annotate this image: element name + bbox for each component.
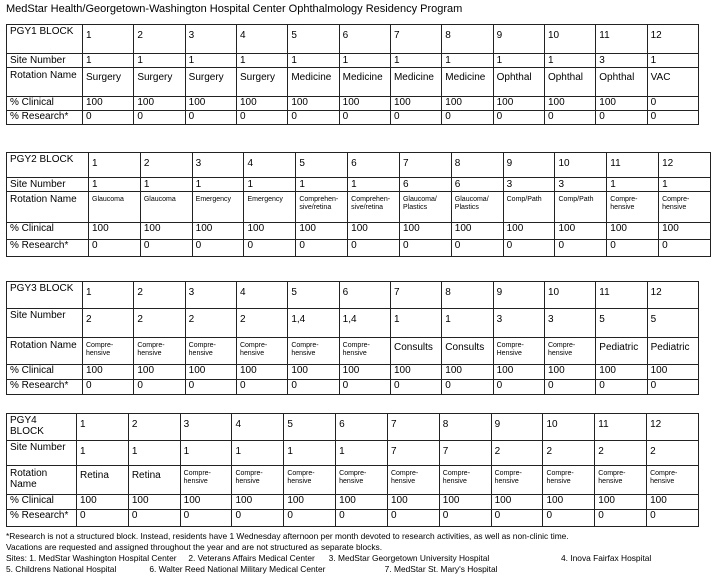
- row-label: PGY4 BLOCK: [7, 414, 77, 441]
- cell-site: 1: [348, 178, 400, 192]
- cell-site: 1: [77, 441, 129, 466]
- cell-rotation: Compre-hensive: [284, 466, 336, 495]
- cell-research: 0: [607, 240, 659, 257]
- cell-blocks: 4: [232, 414, 284, 441]
- cell-rotation: Glaucoma/ Plastics: [451, 192, 503, 223]
- cell-site: 2: [236, 309, 287, 338]
- cell-blocks: 7: [390, 282, 441, 309]
- row-label: Rotation Name: [7, 466, 77, 495]
- cell-rotation: Retina: [128, 466, 180, 495]
- cell-research: 0: [288, 380, 339, 395]
- cell-rotation: Medicine: [339, 68, 390, 97]
- cell-research: 0: [185, 380, 236, 395]
- cell-site: 1: [442, 54, 493, 68]
- cell-research: 0: [232, 510, 284, 527]
- cell-rotation: Medicine: [390, 68, 441, 97]
- vacation-note: Vacations are requested and assigned throughout the year and are not structured as separate blocks.: [6, 542, 383, 552]
- cell-rotation: Compre-hensive: [544, 338, 595, 365]
- cell-site: 2: [134, 309, 185, 338]
- cell-clinical: 100: [442, 365, 493, 380]
- row-clinical: [7, 495, 699, 510]
- cell-research: 0: [503, 240, 555, 257]
- research-note: *Research is not a structured block. Instead, residents have 1 Wednesday afternoon per month devoted to research activities, as well as non-clinic time.: [6, 531, 569, 541]
- cell-clinical: 100: [607, 223, 659, 240]
- sites-line-1: [6, 553, 651, 564]
- cell-site: 1: [232, 441, 284, 466]
- cell-rotation: Comp/Path: [503, 192, 555, 223]
- row-clinical: [7, 97, 699, 111]
- cell-site: 1: [493, 54, 544, 68]
- cell-research: 0: [244, 240, 296, 257]
- cell-clinical: 100: [348, 223, 400, 240]
- row-label: PGY2 BLOCK: [7, 153, 89, 178]
- cell-blocks: 11: [607, 153, 659, 178]
- cell-research: 0: [451, 240, 503, 257]
- cell-clinical: 100: [288, 365, 339, 380]
- cell-clinical: 100: [244, 223, 296, 240]
- cell-rotation: Compre-hensive: [236, 338, 287, 365]
- cell-research: 0: [348, 240, 400, 257]
- cell-blocks: 12: [647, 414, 699, 441]
- cell-site: 1,4: [288, 309, 339, 338]
- cell-research: 0: [491, 510, 543, 527]
- cell-rotation: Compre-hensive: [232, 466, 284, 495]
- cell-rotation: Comprehen-sive/retina: [348, 192, 400, 223]
- cell-clinical: 100: [83, 97, 134, 111]
- row-site: [7, 178, 711, 192]
- cell-research: 0: [134, 111, 185, 125]
- cell-rotation: Emergency: [192, 192, 244, 223]
- cell-research: 0: [543, 510, 595, 527]
- cell-site: 1: [336, 441, 388, 466]
- cell-rotation: Compre-hensive: [659, 192, 711, 223]
- site-2: 2. Veterans Affairs Medical Center: [188, 553, 315, 563]
- cell-site: 1: [134, 54, 185, 68]
- cell-clinical: 100: [491, 495, 543, 510]
- cell-blocks: 8: [442, 25, 493, 54]
- row-rotation: [7, 338, 699, 365]
- cell-site: 1: [180, 441, 232, 466]
- cell-blocks: 3: [180, 414, 232, 441]
- cell-research: 0: [647, 111, 698, 125]
- cell-site: 1: [607, 178, 659, 192]
- cell-clinical: 100: [128, 495, 180, 510]
- row-site: [7, 441, 699, 466]
- cell-research: 0: [336, 510, 388, 527]
- cell-blocks: 1: [83, 25, 134, 54]
- cell-clinical: 100: [89, 223, 141, 240]
- cell-research: 0: [236, 111, 287, 125]
- cell-blocks: 6: [348, 153, 400, 178]
- cell-blocks: 7: [399, 153, 451, 178]
- cell-rotation: Compre-hensive: [185, 338, 236, 365]
- cell-clinical: 100: [284, 495, 336, 510]
- cell-rotation: Compre-hensive: [595, 466, 647, 495]
- cell-blocks: 8: [439, 414, 491, 441]
- cell-rotation: Pediatric: [596, 338, 647, 365]
- row-rotation: [7, 466, 699, 495]
- cell-research: 0: [180, 510, 232, 527]
- row-label: % Clinical: [7, 495, 77, 510]
- cell-clinical: 100: [390, 97, 441, 111]
- cell-blocks: 6: [339, 282, 390, 309]
- cell-rotation: Compre-hensive: [339, 338, 390, 365]
- cell-research: 0: [442, 380, 493, 395]
- cell-research: 0: [399, 240, 451, 257]
- row-label: Rotation Name: [7, 338, 83, 365]
- row-label: Site Number: [7, 178, 89, 192]
- row-blocks: [7, 414, 699, 441]
- pgy3-table: [6, 281, 699, 395]
- cell-blocks: 2: [140, 153, 192, 178]
- cell-site: 1: [192, 178, 244, 192]
- cell-clinical: 100: [296, 223, 348, 240]
- cell-research: 0: [387, 510, 439, 527]
- cell-rotation: Medicine: [442, 68, 493, 97]
- cell-blocks: 4: [236, 25, 287, 54]
- cell-research: 0: [659, 240, 711, 257]
- row-research: [7, 240, 711, 257]
- cell-blocks: 12: [659, 153, 711, 178]
- cell-research: 0: [192, 240, 244, 257]
- cell-blocks: 1: [89, 153, 141, 178]
- cell-rotation: Glaucoma: [89, 192, 141, 223]
- cell-rotation: Surgery: [236, 68, 287, 97]
- cell-research: 0: [544, 380, 595, 395]
- row-label: Site Number: [7, 54, 83, 68]
- cell-research: 0: [134, 380, 185, 395]
- cell-clinical: 100: [185, 97, 236, 111]
- cell-site: 3: [596, 54, 647, 68]
- cell-research: 0: [83, 380, 134, 395]
- cell-blocks: 5: [284, 414, 336, 441]
- row-label: % Research*: [7, 380, 83, 395]
- cell-rotation: Glaucoma: [140, 192, 192, 223]
- row-label: Rotation Name: [7, 68, 83, 97]
- site-4: 4. Inova Fairfax Hospital: [560, 553, 652, 563]
- cell-clinical: 100: [596, 97, 647, 111]
- cell-site: 1: [659, 178, 711, 192]
- cell-site: 2: [491, 441, 543, 466]
- cell-clinical: 100: [399, 223, 451, 240]
- cell-clinical: 100: [236, 97, 287, 111]
- row-label: % Research*: [7, 240, 89, 257]
- cell-site: 1: [296, 178, 348, 192]
- cell-clinical: 100: [493, 365, 544, 380]
- cell-blocks: 5: [288, 25, 339, 54]
- row-blocks: [7, 282, 699, 309]
- cell-blocks: 6: [339, 25, 390, 54]
- cell-rotation: Pediatric: [647, 338, 698, 365]
- cell-blocks: 1: [83, 282, 134, 309]
- cell-research: 0: [128, 510, 180, 527]
- cell-blocks: 4: [236, 282, 287, 309]
- cell-clinical: 100: [503, 223, 555, 240]
- cell-blocks: 2: [134, 282, 185, 309]
- cell-clinical: 100: [439, 495, 491, 510]
- pgy4-table: [6, 413, 699, 527]
- cell-site: 1: [339, 54, 390, 68]
- cell-rotation: Consults: [390, 338, 441, 365]
- pgy1-table: [6, 24, 699, 125]
- cell-clinical: 100: [180, 495, 232, 510]
- cell-research: 0: [596, 380, 647, 395]
- cell-site: 1: [647, 54, 698, 68]
- cell-clinical: 100: [647, 495, 699, 510]
- cell-rotation: VAC: [647, 68, 698, 97]
- page-title: MedStar Health/Georgetown-Washington Hospital Center Ophthalmology Residency Program: [6, 3, 463, 15]
- cell-blocks: 5: [296, 153, 348, 178]
- cell-research: 0: [77, 510, 129, 527]
- cell-research: 0: [596, 111, 647, 125]
- cell-rotation: Surgery: [185, 68, 236, 97]
- cell-clinical: 100: [336, 495, 388, 510]
- cell-research: 0: [284, 510, 336, 527]
- cell-clinical: 100: [134, 97, 185, 111]
- cell-clinical: 100: [647, 365, 698, 380]
- cell-clinical: 100: [339, 97, 390, 111]
- cell-research: 0: [647, 380, 698, 395]
- cell-site: 1: [288, 54, 339, 68]
- cell-rotation: Glaucoma/ Plastics: [399, 192, 451, 223]
- cell-site: 1: [544, 54, 595, 68]
- cell-site: 1: [442, 309, 493, 338]
- cell-site: 6: [399, 178, 451, 192]
- cell-blocks: 3: [185, 25, 236, 54]
- cell-clinical: 100: [493, 97, 544, 111]
- cell-blocks: 7: [390, 25, 441, 54]
- cell-rotation: Medicine: [288, 68, 339, 97]
- row-clinical: [7, 223, 711, 240]
- cell-clinical: 100: [339, 365, 390, 380]
- cell-clinical: 100: [555, 223, 607, 240]
- cell-research: 0: [442, 111, 493, 125]
- cell-clinical: 100: [596, 365, 647, 380]
- cell-rotation: Emergency: [244, 192, 296, 223]
- cell-clinical: 100: [83, 365, 134, 380]
- cell-research: 0: [595, 510, 647, 527]
- cell-blocks: 8: [451, 153, 503, 178]
- cell-rotation: Compre-hensive: [647, 466, 699, 495]
- cell-rotation: Ophthal: [493, 68, 544, 97]
- cell-research: 0: [83, 111, 134, 125]
- cell-site: 1: [390, 54, 441, 68]
- cell-site: 3: [493, 309, 544, 338]
- cell-research: 0: [390, 111, 441, 125]
- site-3: 3. MedStar Georgetown University Hospital: [328, 553, 490, 563]
- cell-site: 1: [390, 309, 441, 338]
- site-7: 7. MedStar St. Mary's Hospital: [384, 564, 498, 574]
- row-label: % Clinical: [7, 365, 83, 380]
- cell-clinical: 100: [595, 495, 647, 510]
- cell-site: 1: [140, 178, 192, 192]
- cell-site: 7: [387, 441, 439, 466]
- cell-site: 3: [555, 178, 607, 192]
- row-label: Site Number: [7, 441, 77, 466]
- cell-site: 1,4: [339, 309, 390, 338]
- row-label: Site Number: [7, 309, 83, 338]
- row-label: PGY3 BLOCK: [7, 282, 83, 309]
- cell-site: 1: [236, 54, 287, 68]
- cell-blocks: 10: [555, 153, 607, 178]
- row-blocks: [7, 25, 699, 54]
- row-research: [7, 111, 699, 125]
- cell-site: 5: [596, 309, 647, 338]
- cell-blocks: 3: [185, 282, 236, 309]
- cell-site: 2: [185, 309, 236, 338]
- cell-blocks: 11: [595, 414, 647, 441]
- site-1: Sites: 1. MedStar Washington Hospital Center: [6, 553, 177, 563]
- cell-rotation: Compre-hensive: [439, 466, 491, 495]
- cell-clinical: 0: [647, 97, 698, 111]
- cell-rotation: Compre-hensive: [387, 466, 439, 495]
- cell-research: 0: [140, 240, 192, 257]
- cell-research: 0: [236, 380, 287, 395]
- row-research: [7, 380, 699, 395]
- cell-blocks: 2: [134, 25, 185, 54]
- cell-blocks: 10: [543, 414, 595, 441]
- cell-clinical: 100: [659, 223, 711, 240]
- cell-clinical: 100: [442, 97, 493, 111]
- cell-rotation: Ophthal: [596, 68, 647, 97]
- cell-site: 6: [451, 178, 503, 192]
- cell-site: 2: [595, 441, 647, 466]
- cell-blocks: 9: [493, 25, 544, 54]
- cell-blocks: 12: [647, 282, 698, 309]
- site-5: 5. Childrens National Hospital: [6, 564, 117, 574]
- cell-blocks: 11: [596, 282, 647, 309]
- cell-blocks: 8: [442, 282, 493, 309]
- cell-site: 2: [647, 441, 699, 466]
- cell-clinical: 100: [544, 97, 595, 111]
- row-site: [7, 309, 699, 338]
- cell-clinical: 100: [192, 223, 244, 240]
- cell-rotation: Surgery: [83, 68, 134, 97]
- row-clinical: [7, 365, 699, 380]
- cell-rotation: Compre-Hensive: [493, 338, 544, 365]
- row-rotation: [7, 68, 699, 97]
- cell-site: 1: [185, 54, 236, 68]
- row-blocks: [7, 153, 711, 178]
- cell-blocks: 12: [647, 25, 698, 54]
- cell-research: 0: [544, 111, 595, 125]
- cell-site: 1: [89, 178, 141, 192]
- cell-clinical: 100: [387, 495, 439, 510]
- cell-clinical: 100: [232, 495, 284, 510]
- cell-rotation: Compre-hensive: [491, 466, 543, 495]
- cell-blocks: 11: [596, 25, 647, 54]
- row-label: PGY1 BLOCK: [7, 25, 83, 54]
- pgy2-table: [6, 152, 711, 257]
- cell-clinical: 100: [544, 365, 595, 380]
- row-label: % Research*: [7, 510, 77, 527]
- cell-research: 0: [555, 240, 607, 257]
- cell-rotation: Comprehen-sive/retina: [296, 192, 348, 223]
- cell-blocks: 1: [77, 414, 129, 441]
- cell-rotation: Comp/Path: [555, 192, 607, 223]
- cell-clinical: 100: [185, 365, 236, 380]
- cell-rotation: Compre-hensive: [607, 192, 659, 223]
- cell-site: 7: [439, 441, 491, 466]
- cell-clinical: 100: [140, 223, 192, 240]
- cell-clinical: 100: [288, 97, 339, 111]
- footnotes: [6, 531, 651, 575]
- cell-blocks: 7: [387, 414, 439, 441]
- cell-blocks: 6: [336, 414, 388, 441]
- cell-site: 1: [244, 178, 296, 192]
- cell-site: 1: [83, 54, 134, 68]
- sites-line-2: [6, 564, 651, 575]
- cell-rotation: Compre-hensive: [336, 466, 388, 495]
- cell-research: 0: [390, 380, 441, 395]
- cell-clinical: 100: [77, 495, 129, 510]
- cell-site: 1: [128, 441, 180, 466]
- cell-blocks: 10: [544, 282, 595, 309]
- cell-blocks: 9: [491, 414, 543, 441]
- row-label: % Clinical: [7, 97, 83, 111]
- cell-blocks: 2: [128, 414, 180, 441]
- cell-rotation: Compre-hensive: [180, 466, 232, 495]
- cell-research: 0: [296, 240, 348, 257]
- cell-research: 0: [493, 380, 544, 395]
- row-label: % Research*: [7, 111, 83, 125]
- cell-blocks: 4: [244, 153, 296, 178]
- row-site: [7, 54, 699, 68]
- site-6: 6. Walter Reed National Military Medical Center: [149, 564, 326, 574]
- cell-research: 0: [493, 111, 544, 125]
- cell-clinical: 100: [236, 365, 287, 380]
- cell-site: 3: [544, 309, 595, 338]
- cell-blocks: 5: [288, 282, 339, 309]
- cell-blocks: 9: [503, 153, 555, 178]
- cell-research: 0: [339, 380, 390, 395]
- row-label: % Clinical: [7, 223, 89, 240]
- cell-site: 1: [284, 441, 336, 466]
- cell-research: 0: [89, 240, 141, 257]
- cell-rotation: Compre-hensive: [83, 338, 134, 365]
- cell-research: 0: [288, 111, 339, 125]
- cell-site: 3: [503, 178, 555, 192]
- cell-rotation: Consults: [442, 338, 493, 365]
- cell-blocks: 10: [544, 25, 595, 54]
- cell-site: 2: [543, 441, 595, 466]
- cell-blocks: 9: [493, 282, 544, 309]
- cell-site: 2: [83, 309, 134, 338]
- row-label: Rotation Name: [7, 192, 89, 223]
- cell-blocks: 3: [192, 153, 244, 178]
- cell-research: 0: [647, 510, 699, 527]
- cell-research: 0: [185, 111, 236, 125]
- cell-research: 0: [339, 111, 390, 125]
- cell-research: 0: [439, 510, 491, 527]
- cell-clinical: 100: [390, 365, 441, 380]
- row-rotation: [7, 192, 711, 223]
- cell-rotation: Compre-hensive: [288, 338, 339, 365]
- cell-rotation: Compre-hensive: [543, 466, 595, 495]
- cell-site: 5: [647, 309, 698, 338]
- row-research: [7, 510, 699, 527]
- cell-rotation: Retina: [77, 466, 129, 495]
- cell-clinical: 100: [543, 495, 595, 510]
- cell-rotation: Surgery: [134, 68, 185, 97]
- cell-rotation: Ophthal: [544, 68, 595, 97]
- cell-rotation: Compre-hensive: [134, 338, 185, 365]
- cell-clinical: 100: [134, 365, 185, 380]
- cell-clinical: 100: [451, 223, 503, 240]
